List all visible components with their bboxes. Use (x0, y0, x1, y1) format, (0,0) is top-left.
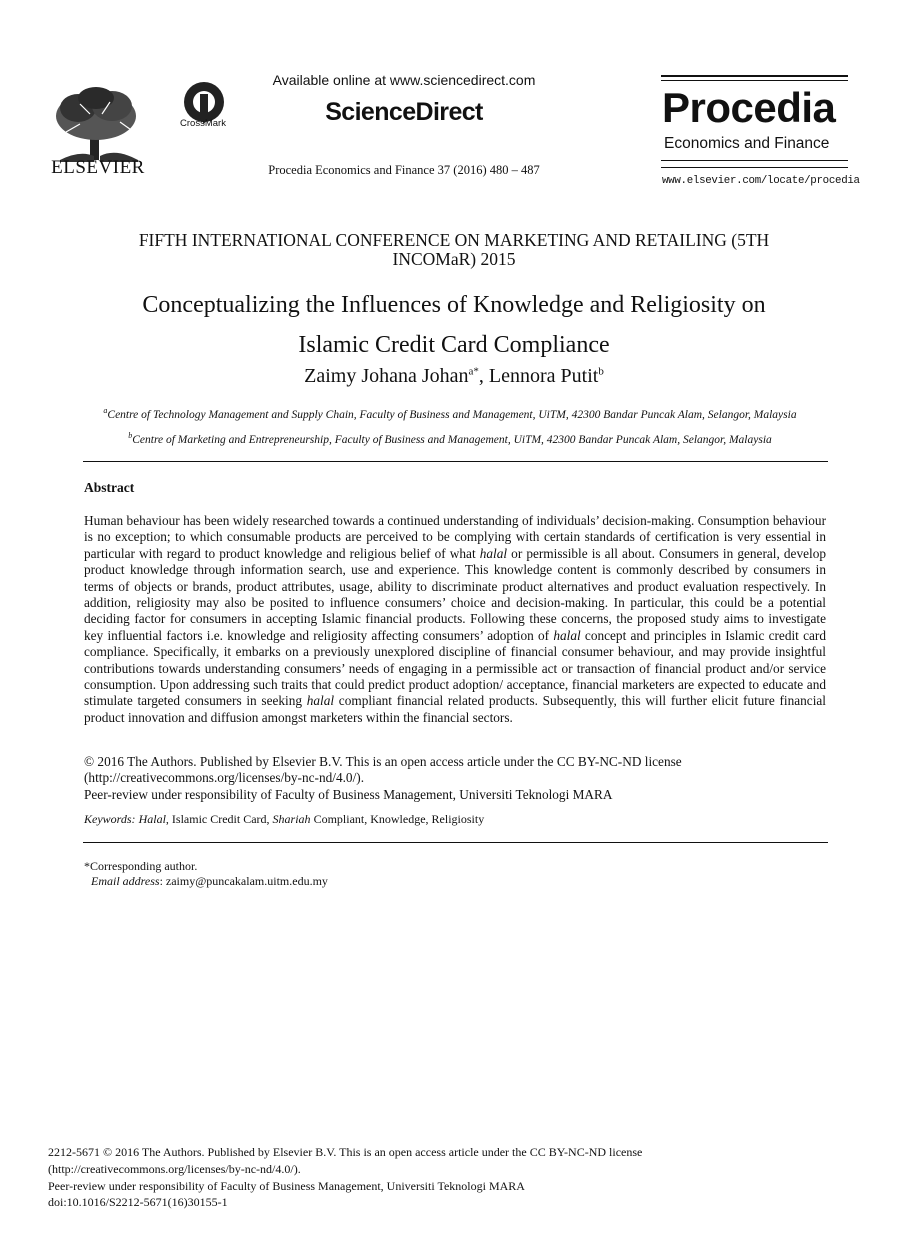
email-address[interactable]: : zaimy@puncakalam.uitm.edu.my (159, 874, 328, 888)
footer-peer-review: Peer-review under responsibility of Faculty of Business Management, Universiti Teknologi MARA (48, 1179, 525, 1193)
sciencedirect-wordmark: ScienceDirect (325, 98, 483, 126)
email-line (91, 874, 328, 889)
section-divider (83, 461, 828, 462)
footer-doi[interactable]: doi:10.1016/S2212-5671(16)30155-1 (48, 1195, 228, 1209)
paper-title (80, 285, 828, 365)
keyword-text: Compliant, Knowledge, Religiosity (310, 812, 485, 826)
keywords-label: Keywords: (84, 812, 136, 826)
keyword-italic: Shariah (272, 812, 311, 826)
publisher-wordmark: ELSEVIER (51, 157, 145, 178)
masthead-rule (661, 160, 848, 161)
journal-reference: Procedia Economics and Finance 37 (2016) 480 – 487 (268, 163, 540, 177)
footer-copyright: 2212-5671 © 2016 The Authors. Published by Elsevier B.V. This is an open access article under the CC BY-NC-ND license (48, 1145, 643, 1159)
affiliation-a (86, 403, 814, 423)
abstract-text: concept and principles in Islamic credit card compliance. Specifically, it embarks on a previously unexplored discipline of financial consumer behaviour, and may provide insightful contributions towards understanding consumers’ needs of engaging in a permissible act or transaction of financial product and/or service consumption. Upon addressing such traits that could predict product adoption/ acceptance, financial marketers are expected to educate and stimulate targeted consumers in seeking (84, 627, 826, 709)
license-link[interactable]: (http://creativecommons.org/licenses/by-nc-nd/4.0/). (84, 770, 365, 785)
available-online-text: Available online at www.sciencedirect.com (272, 72, 536, 88)
abstract-paragraph (84, 513, 826, 726)
masthead-rule (661, 80, 848, 81)
abstract-text: Human behaviour has been widely researched towards a continued understanding of individuals’ decision-making. Consumption behaviour is no exception; to which consumable products are perceived to be complying with certain standards of certification is very essential in particular with regard to product knowledge and religious belief of what (84, 513, 826, 561)
section-divider (83, 842, 828, 843)
paper-title-line: Islamic Credit Card Compliance (298, 332, 610, 358)
copyright-notice: © 2016 The Authors. Published by Elsevier B.V. This is an open access article under the CC BY-NC-ND license (84, 754, 682, 769)
email-label: Email address (91, 874, 160, 888)
journal-brand: Procedia (662, 84, 836, 131)
abstract-italic-term: halal (553, 627, 581, 643)
abstract-text: compliant financial related products. Subsequently, this will further elicit future financial product innovation and diffusion amongst marketers within the financial sectors. (84, 693, 826, 725)
abstract-italic-term: halal (306, 693, 335, 709)
affiliation-text: Centre of Marketing and Entrepreneurship, Faculty of Business and Management, UiTM, 42300 Bandar Puncak Alam, Selangor, Malaysia (132, 433, 772, 446)
paper-title-line: Conceptualizing the Influences of Knowledge and Religiosity on (142, 292, 766, 318)
keyword-italic: Halal (138, 812, 166, 826)
keywords (84, 812, 484, 827)
abstract-text: or permissible is all about. Consumers in general, develop product knowledge through information search, use and experience. This knowledge content is commonly described by consumers in terms of objects or brands, product attributes, usage, ability to discriminate product alternatives and product evaluation respectively. In addition, religiosity may also be posited to influence consumers’ choice and decision-making. In particular, this could be a potential deciding factor for consumers in accepting Islamic financial products. Following these concerns, the proposed study aims to investigate key influential factors i.e. knowledge and religiosity affecting consumers’ adoption of (84, 545, 826, 643)
affiliation-text: Centre of Technology Management and Supply Chain, Faculty of Business and Management, UiTM, 42300 Bandar Puncak Alam, Selangor, Malaysia (107, 408, 797, 421)
author-name: Zaimy Johana Johan (304, 365, 469, 387)
author-affiliation-mark: b (598, 365, 604, 378)
author-list (100, 365, 808, 388)
corresponding-author-note: *Corresponding author. (84, 859, 198, 873)
affiliation-mark: a (103, 406, 108, 415)
abstract-italic-term: halal (479, 545, 508, 561)
peer-review-notice: Peer-review under responsibility of Faculty of Business Management, Universiti Teknologi MARA (84, 787, 613, 802)
author-name: Lennora Putit (488, 365, 599, 387)
author-affiliation-mark: a* (468, 365, 479, 378)
footer-license-link[interactable]: (http://creativecommons.org/licenses/by-nc-nd/4.0/). (48, 1162, 301, 1176)
abstract-body (84, 513, 826, 726)
abstract-heading: Abstract (84, 480, 135, 495)
journal-subtitle: Economics and Finance (664, 135, 830, 152)
affiliation-mark: b (128, 431, 133, 440)
affiliation-b (80, 431, 820, 446)
conference-name: FIFTH INTERNATIONAL CONFERENCE ON MARKETING AND RETAILING (5TH INCOMaR) 2015 (138, 230, 770, 269)
author-separator: , (478, 365, 489, 387)
masthead-rule (661, 167, 848, 168)
crossmark-label: CrossMark (180, 118, 226, 129)
keyword-text: , Islamic Credit Card, (165, 812, 273, 826)
masthead-rule (661, 75, 848, 77)
journal-url-link[interactable]: www.elsevier.com/locate/procedia (662, 175, 860, 187)
